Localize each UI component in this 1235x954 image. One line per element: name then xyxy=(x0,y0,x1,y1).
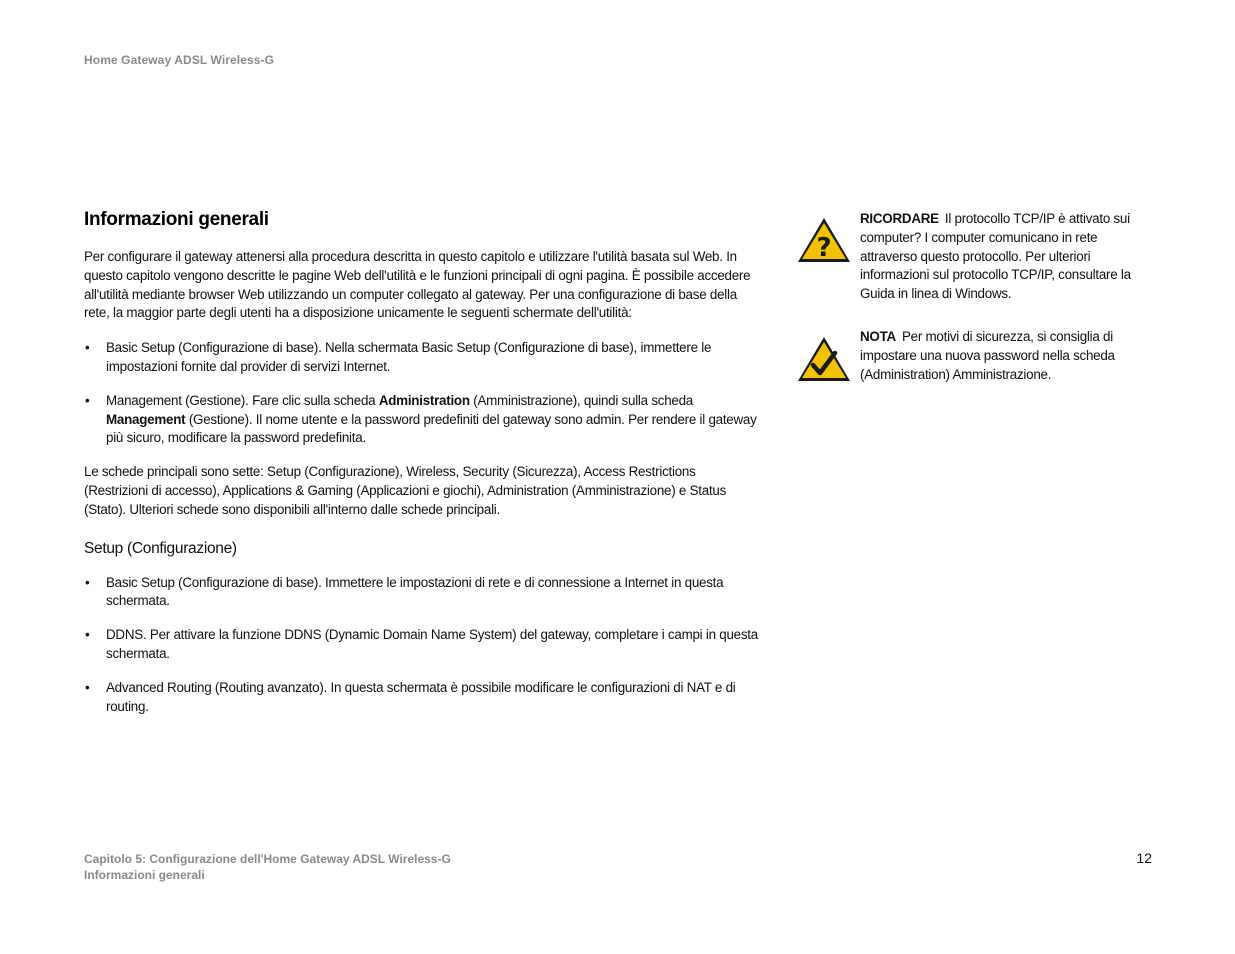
running-header: Home Gateway ADSL Wireless-G xyxy=(84,53,275,67)
remember-note-text: RICORDARE Il protocollo TCP/IP è attivato sui computer? I computer comunicano in rete attraverso questo protocollo. Per ulteriori informazioni sul protocollo TCP/IP, consultare la Guida in linea di Windows. xyxy=(860,211,1131,302)
list-item-text: Management (Gestione). Fare clic sulla scheda Administration (Amministrazione), quindi sulla scheda Management (Gestione). Il nome utente e la password predefiniti del gateway sono admin. Per rendere il gateway più sicuro, modificare la password predefinita. xyxy=(106,392,757,446)
question-warning-icon xyxy=(796,216,852,264)
list-item xyxy=(84,392,760,448)
basic-screens-list xyxy=(84,339,760,448)
management-term: Management xyxy=(106,411,186,427)
page-number: 12 xyxy=(1136,850,1152,866)
list-item-text: DDNS. Per attivare la funzione DDNS (Dynamic Domain Name System) del gateway, completare i campi in questa schermata. xyxy=(106,627,758,661)
setup-subheading: Setup (Configurazione) xyxy=(84,539,237,557)
security-note-text: NOTA Per motivi di sicurezza, si consiglia di impostare una nuova password nella scheda (Administration) Amministrazione. xyxy=(860,329,1115,382)
remember-label: RICORDARE xyxy=(860,211,939,226)
bullet-icon: • xyxy=(85,340,90,356)
svg-text:?: ? xyxy=(816,233,832,263)
running-footer xyxy=(84,851,451,883)
administration-term: Administration xyxy=(378,392,470,408)
list-item xyxy=(84,679,760,717)
list-item-text: Advanced Routing (Routing avanzato). In questa schermata è possibile modificare le configurazioni di NAT e di routing. xyxy=(106,679,736,714)
section-title: Informazioni generali xyxy=(84,209,269,230)
bullet-icon: • xyxy=(85,627,90,643)
check-warning-icon xyxy=(796,335,852,383)
footer-section: Informazioni generali xyxy=(84,868,205,882)
list-item-text: Basic Setup (Configurazione di base). Immettere le impostazioni di rete e di connessione a Internet in questa schermata. xyxy=(106,574,724,609)
main-content xyxy=(84,209,760,731)
setup-list xyxy=(84,574,760,717)
note-label: NOTA xyxy=(860,329,896,344)
list-item xyxy=(84,626,760,664)
footer-chapter: Capitolo 5: Configurazione dell'Home Gateway ADSL Wireless-G xyxy=(84,852,451,866)
list-item-text: Basic Setup (Configurazione di base). Nella schermata Basic Setup (Configurazione di base), immettere le impostazioni fornite dal provider di servizi Internet. xyxy=(106,340,712,374)
intro-paragraph: Per configurare il gateway attenersi alla procedura descritta in questo capitolo e utilizzare l'utilità basata sul Web. In questo capitolo vengono descritte le pagine Web dell'utilità e le funzioni principali di ogni pagina. È possibile accedere all'utilità mediante browser Web utilizzando un computer collegato al gateway. Per una configurazione di base della rete, la maggior parte degli utenti ha a disposizione unicamente le seguenti schermate dell'utilità: xyxy=(84,249,751,321)
bullet-icon: • xyxy=(85,679,90,695)
bullet-icon: • xyxy=(85,574,90,590)
list-item xyxy=(84,574,760,612)
tabs-paragraph: Le schede principali sono sette: Setup (Configurazione), Wireless, Security (Sicurezza), Access Restrictions (Restrizioni di accesso), Applications & Gaming (Applicazioni e giochi), Administration (Amministrazione) e Status (Stato). Ulteriori schede sono disponibili all'interno dalle schede principali. xyxy=(84,464,727,517)
list-item xyxy=(84,339,760,377)
bullet-icon: • xyxy=(85,392,90,408)
